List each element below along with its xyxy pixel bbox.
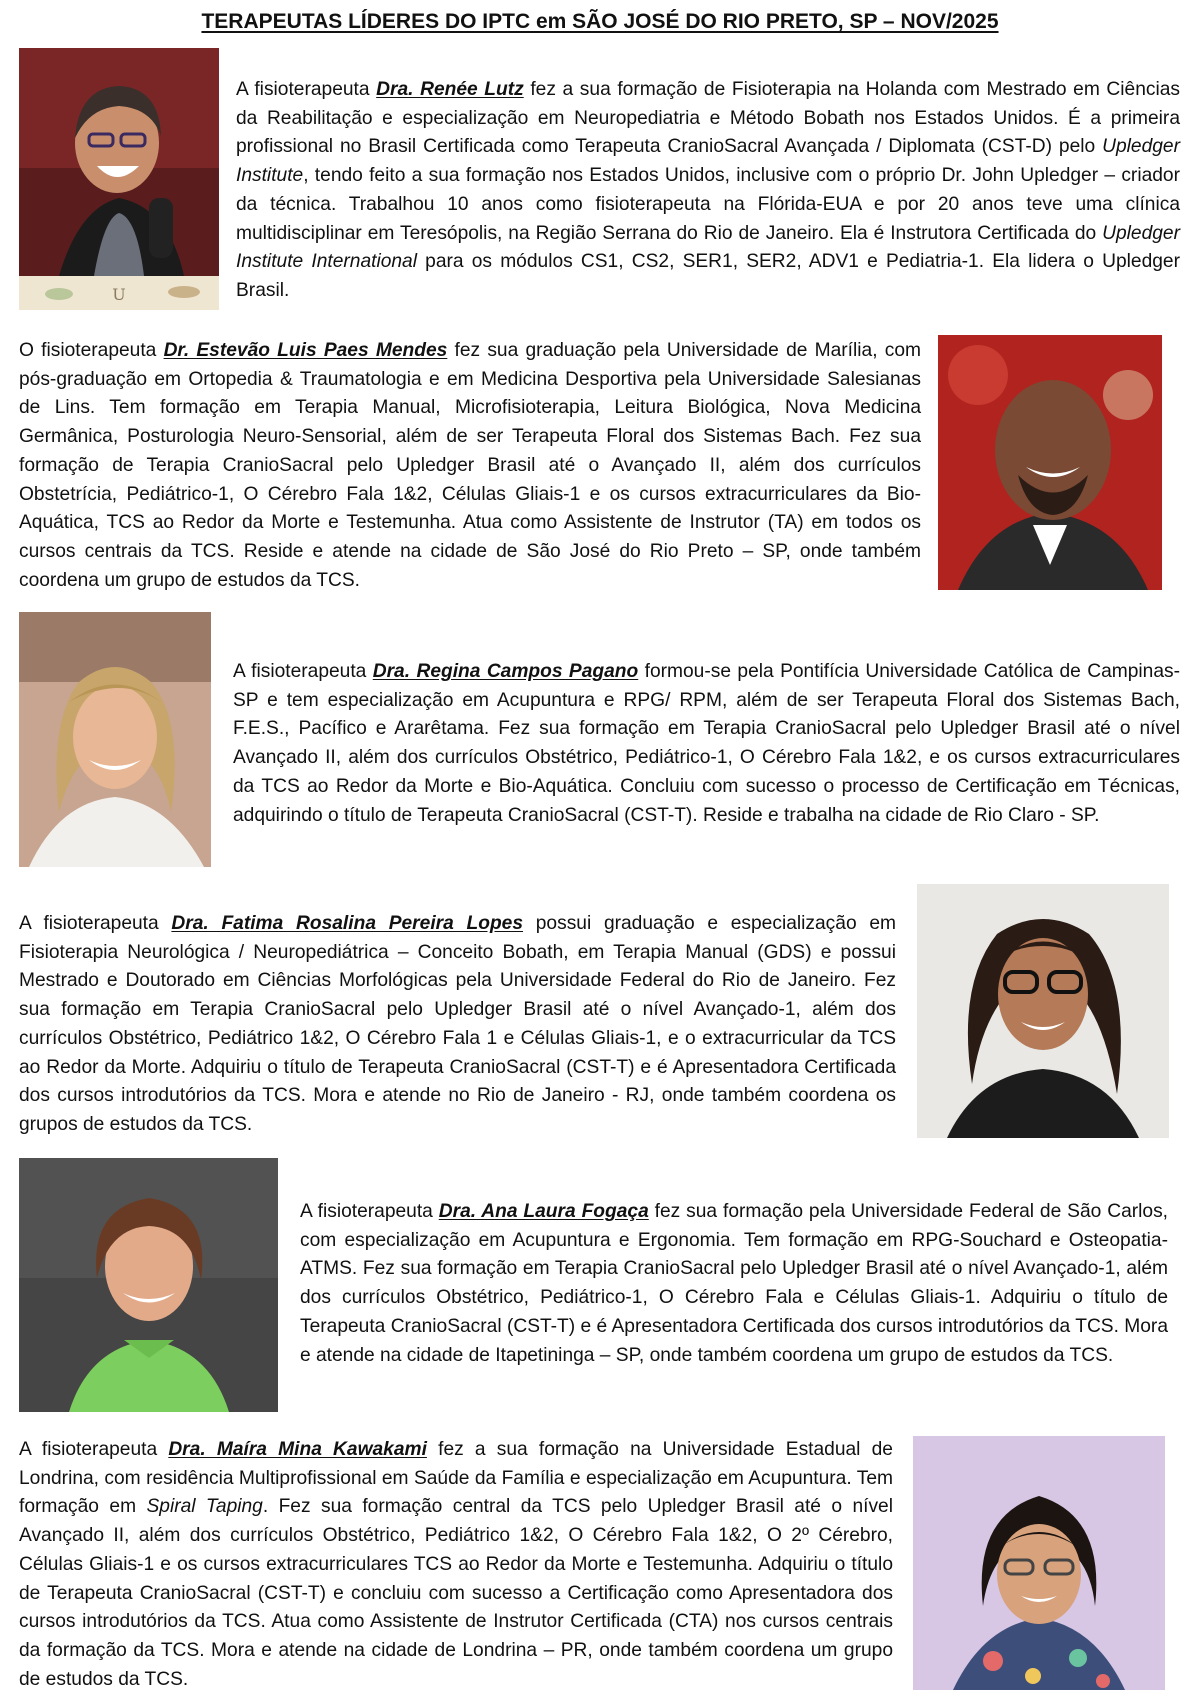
- bio-text: . Fez sua formação central da TCS pelo Upledger Brasil até o nível Avançado II, além dos currículos Obstétrico, Pediátrico 1&2, O Cérebro Fala 1&2, O 2º Cérebro, Células Gliais-1 e os cursos extracurriculares TCS ao Redor da Morte e Testemunha. Adquiriu o título de Terapeuta CranioSacral (CST-T) e concluiu com sucesso a Certificação como Apresentadora dos cursos introdutórios da TCS. Atua como Assistente de Instrutor Certificada (CTA) nos cursos centrais da formação da TCS. Mora e atende na cidade de Londrina – PR, onde também coordena um grupo de estudos da TCS.: [19, 1496, 893, 1690]
- bio-text: fez sua formação pela Universidade Federal de São Carlos, com especialização em Acupuntura e Ergonomia. Tem formação em RPG-Souchard e Osteopatia-ATMS. Fez sua formação em Terapia CranioSacral pelo Upledger Brasil até o nível Avançado-1, além dos currículos Obstétrico, Pediátrico-1, O Cérebro Fala e Células Gliais-1. Adquiriu o título de Terapeuta CranioSacral (CST-T) e é Apresentadora Certificada dos cursos introdutórios da TCS. Mora e atende na cidade de Itapetininga – SP, onde também coordena um grupo de estudos da TCS.: [300, 1201, 1168, 1366]
- photo-maira-kawakami: [913, 1436, 1165, 1690]
- bio-text: fez a sua formação na Universidade Estadual de Londrina, com residência Multiprofissional em Saúde da Família e especialização em Acupuntura. Tem formação em: [19, 1439, 893, 1518]
- italic-term: Spiral Taping: [146, 1496, 263, 1518]
- bio-text: A fisioterapeuta: [236, 79, 377, 100]
- bio-text: fez a sua formação de Fisioterapia na Holanda com Mestrado em Ciências da Reabilitação e especialização em Neuropediatria e Método Bobath nos Estados Unidos. É a primeira profissional no Brasil Certificada como Terapeuta CranioSacral Avançada / Diplomata (CST-D) pelo: [236, 79, 1180, 158]
- therapist-name: Dra. Maíra Mina Kawakami: [168, 1439, 427, 1460]
- italic-term: Upledger Institute International: [236, 222, 1180, 273]
- bio-text: A fisioterapeuta: [233, 661, 373, 682]
- therapist-name: Dra. Renée Lutz: [376, 79, 524, 100]
- bio-regina-pagano: [233, 658, 1180, 830]
- bio-text: , tendo feito a sua formação nos Estados Unidos, inclusive com o próprio Dr. John Upledger – criador da técnica. Trabalhou 10 anos como fisioterapeuta na Flórida-EUA e por 20 anos teve uma clínica multidisciplinar em Teresópolis, na Região Serrana do Rio de Janeiro. Ela é Instrutora Certificada do: [236, 165, 1180, 244]
- page-title: TERAPEUTAS LÍDERES DO IPTC em SÃO JOSÉ DO RIO PRETO, SP – NOV/2025: [201, 10, 999, 33]
- photo-estevao-mendes: [938, 335, 1162, 590]
- bio-maira-kawakami: [19, 1436, 893, 1694]
- photo-renee-lutz: [19, 48, 219, 310]
- therapist-name: Dra. Ana Laura Fogaça: [438, 1201, 649, 1222]
- bio-estevao-mendes: [19, 337, 921, 595]
- bio-text: A fisioterapeuta: [19, 913, 172, 934]
- photo-ana-fogaca: [19, 1158, 278, 1412]
- therapist-name: Dra. Regina Campos Pagano: [372, 661, 639, 682]
- therapist-name: Dr. Estevão Luis Paes Mendes: [163, 340, 448, 361]
- photo-regina-pagano: [19, 612, 211, 867]
- bio-ana-fogaca: [300, 1198, 1168, 1370]
- italic-term: Upledger Institute: [236, 136, 1180, 187]
- bio-text: A fisioterapeuta: [19, 1439, 169, 1460]
- bio-text: A fisioterapeuta: [300, 1201, 439, 1222]
- bio-text: fez sua graduação pela Universidade de Marília, com pós-graduação em Ortopedia & Traumatologia e em Medicina Desportiva pela Universidade Salesianas de Lins. Tem formação em Terapia Manual, Microfisioterapia, Leitura Biológica, Nova Medicina Germânica, Posturologia Neuro-Sensorial, além de ser Terapeuta Floral dos Sistemas Bach. Fez sua formação de Terapia CranioSacral pelo Upledger Brasil até o Avançado II, além dos currículos Obstetrícia, Pediátrico-1, O Cérebro Fala 1&2, Células Gliais-1 e os cursos extracurriculares da Bio-Aquática, TCS ao Redor da Morte e Testemunha. Atua como Assistente de Instrutor (TA) em todos os cursos centrais da TCS. Reside e atende na cidade de São José do Rio Preto – SP, onde também coordena um grupo de estudos da TCS.: [19, 340, 921, 591]
- bio-fatima-lopes: [19, 910, 896, 1140]
- therapist-name: Dra. Fatima Rosalina Pereira Lopes: [171, 913, 524, 934]
- bio-text: possui graduação e especialização em Fisioterapia Neurológica / Neuropediátrica – Conceito Bobath, em Terapia Manual (GDS) e possui Mestrado e Doutorado em Ciências Morfológicas pela Universidade Federal do Rio de Janeiro. Fez sua formação em Terapia CranioSacral pelo Upledger Brasil até o nível Avançado-1, além dos currículos Obstétrico, Pediátrico 1&2, O Cérebro Fala 1 e Células Gliais-1, e o extracurricular da TCS ao Redor da Morte. Adquiriu o título de Terapeuta CranioSacral (CST-T) e é Apresentadora Certificada dos cursos introdutórios da TCS. Mora e atende no Rio de Janeiro - RJ, onde também coordena os grupos de estudos da TCS.: [19, 913, 896, 1135]
- svg-text:U: U: [112, 285, 126, 304]
- bio-text: O fisioterapeuta: [19, 340, 164, 361]
- photo-fatima-lopes: [917, 884, 1169, 1138]
- bio-text: para os módulos CS1, CS2, SER1, SER2, ADV1 e Pediatria-1. Ela lidera o Upledger Brasil.: [236, 251, 1180, 301]
- bio-text: formou-se pela Pontifícia Universidade Católica de Campinas-SP e tem especialização em Acupuntura e RPG/ RPM, além de ser Terapeuta Floral dos Sistemas Bach, F.E.S., Pacífico e Ararêtama. Fez sua formação em Terapia CranioSacral pelo Upledger Brasil até o nível Avançado II, além dos currículos Obstétrico, Pediátrico-1, O Cérebro Fala 1&2, e os cursos extracurriculares da TCS ao Redor da Morte e Bio-Aquática. Concluiu com sucesso o processo de Certificação em Técnicas, adquirindo o título de Terapeuta CranioSacral (CST-T). Reside e trabalha na cidade de Rio Claro - SP.: [233, 661, 1180, 826]
- bio-renee-lutz: [236, 76, 1180, 306]
